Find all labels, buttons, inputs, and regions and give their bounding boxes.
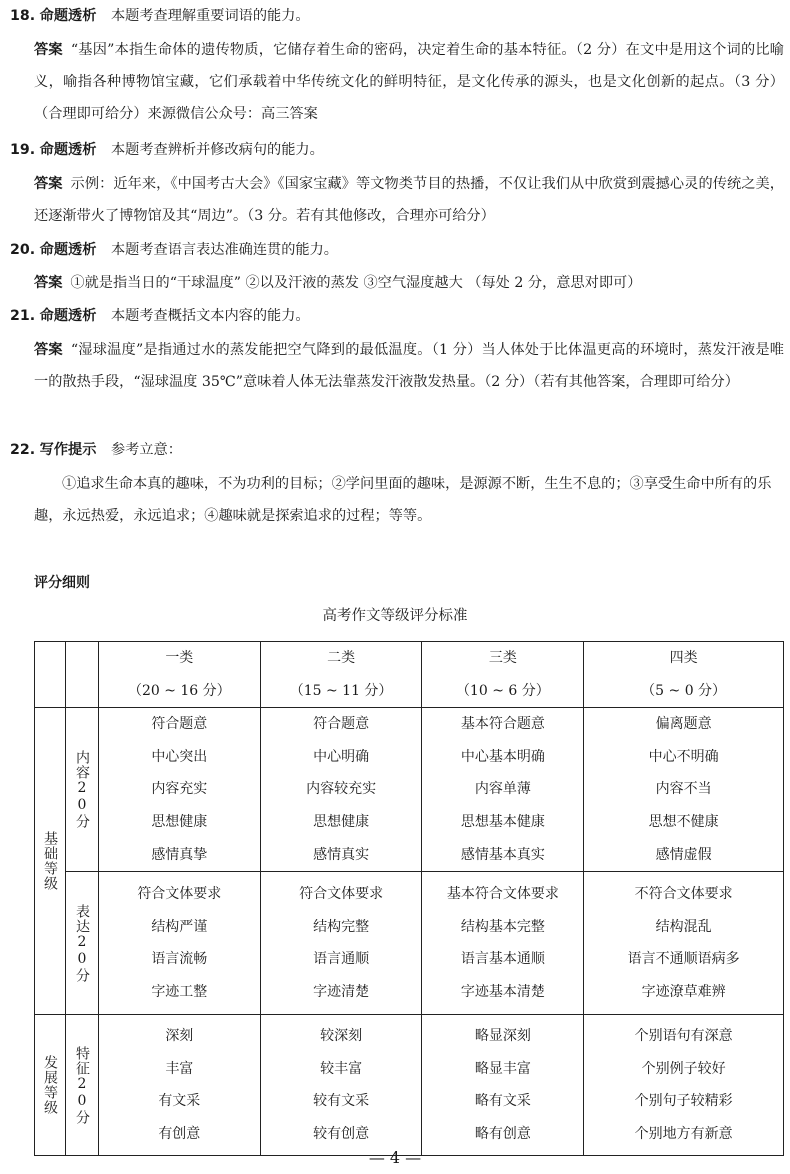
table-cell bbox=[422, 708, 584, 872]
question-label: 命题透析 bbox=[39, 142, 97, 158]
table-cell bbox=[98, 1015, 260, 1156]
criterion: 略有创意 bbox=[474, 1125, 531, 1142]
writing-prompt-body: ①追求生命本真的趣味，不为功利的目标；②学问里面的趣味，是源源不断，生生不息的；③享受生命中所有的乐趣，永远热爱，永远追求；④趣味就是探索追求的过程；等等。 bbox=[34, 476, 772, 524]
criterion: 较有创意 bbox=[313, 1125, 370, 1142]
question-22-header bbox=[10, 434, 780, 466]
header-corner bbox=[65, 642, 98, 708]
criterion: 符合文体要求 bbox=[137, 886, 222, 902]
criterion: 语言通顺 bbox=[313, 951, 370, 968]
criterion: 感情真挚 bbox=[151, 846, 208, 863]
question-lead: 参考立意： bbox=[110, 442, 182, 458]
criterion: 中心基本明确 bbox=[460, 748, 545, 765]
criterion: 思想基本健康 bbox=[460, 813, 545, 830]
question-21-answer bbox=[34, 334, 784, 398]
criterion: 有创意 bbox=[158, 1125, 201, 1142]
criterion: 字迹清楚 bbox=[313, 983, 370, 1000]
group-dev-cell bbox=[35, 1015, 66, 1156]
table-cell bbox=[260, 708, 422, 872]
group-basic-label: 基础等级 bbox=[41, 831, 58, 892]
criterion: 语言流畅 bbox=[151, 951, 208, 968]
header-grade-2 bbox=[260, 642, 422, 708]
answer-text: 示例：近年来，《中国考古大会》《国家宝藏》等文物类节目的热播，不仅让我们从中欣赏到震撼心灵的传统之美，还逐渐带火了博物馆及其“周边”。（3 分。若有其他修改，合理亦可给分） bbox=[34, 176, 784, 224]
question-18-header bbox=[10, 0, 780, 32]
question-label: 命题透析 bbox=[39, 242, 97, 258]
table-header-row bbox=[35, 642, 784, 708]
grade-name: 二类 bbox=[327, 650, 356, 666]
scoring-table bbox=[34, 641, 784, 1156]
criterion: 感情真实 bbox=[313, 846, 370, 863]
grade-range: （10 ~ 6 分） bbox=[455, 682, 550, 699]
criterion: 结构严谨 bbox=[151, 918, 208, 935]
answer-label: 答案 bbox=[34, 42, 63, 58]
grade-range: （5 ~ 0 分） bbox=[641, 682, 727, 699]
row-label: 特征20分 bbox=[73, 1045, 90, 1125]
criterion: 感情虚假 bbox=[655, 846, 712, 863]
header-grade-1 bbox=[98, 642, 260, 708]
table-cell bbox=[98, 872, 260, 1015]
answer-text: “湿球温度”是指通过水的蒸发能把空气降到的最低温度。（1 分）当人体处于比体温更高的环境时，蒸发汗液是唯一的散热手段，“湿球温度 35℃”意味着人体无法靠蒸发汗液散发热量。（2 分）（若有其他答案，合理即可给分） bbox=[34, 342, 784, 390]
criterion: 深刻 bbox=[165, 1028, 194, 1044]
criterion: 略显深刻 bbox=[474, 1028, 531, 1044]
criterion: 内容较充实 bbox=[306, 781, 377, 798]
question-20-header bbox=[10, 234, 780, 266]
criterion: 较丰富 bbox=[320, 1060, 363, 1077]
criterion: 较有文采 bbox=[313, 1093, 370, 1110]
grade-range: （15 ~ 11 分） bbox=[289, 682, 393, 699]
question-19-header bbox=[10, 134, 780, 166]
criterion: 偏离题意 bbox=[655, 716, 712, 733]
criterion: 中心突出 bbox=[151, 748, 208, 765]
answer-label: 答案 bbox=[34, 342, 63, 358]
criterion: 字迹潦草难辨 bbox=[641, 983, 726, 1000]
row-label: 内容20分 bbox=[73, 750, 90, 830]
grade-range: （20 ~ 16 分） bbox=[127, 682, 231, 699]
table-cell bbox=[422, 1015, 584, 1156]
group-basic-cell bbox=[35, 708, 66, 1015]
criterion: 语言基本通顺 bbox=[460, 951, 545, 968]
criterion: 个别地方有新意 bbox=[634, 1125, 733, 1142]
criterion: 丰富 bbox=[165, 1060, 194, 1077]
criterion: 略显丰富 bbox=[474, 1060, 531, 1077]
question-number: 20. bbox=[10, 242, 36, 258]
criterion: 思想不健康 bbox=[648, 813, 719, 830]
criterion: 符合题意 bbox=[151, 716, 208, 733]
header-corner bbox=[35, 642, 66, 708]
question-21-header bbox=[10, 300, 780, 332]
table-cell bbox=[422, 872, 584, 1015]
criterion: 略有文采 bbox=[474, 1093, 531, 1110]
question-lead: 本题考查概括文本内容的能力。 bbox=[110, 308, 310, 324]
criterion: 个别例子较好 bbox=[641, 1060, 726, 1077]
table-title: 高考作文等级评分标准 bbox=[322, 608, 468, 624]
row-label-cell bbox=[65, 708, 98, 872]
table-cell bbox=[98, 708, 260, 872]
question-19-answer bbox=[34, 168, 784, 232]
criterion: 思想健康 bbox=[313, 813, 370, 830]
row-label-cell bbox=[65, 872, 98, 1015]
row-label: 表达20分 bbox=[73, 903, 90, 983]
table-cell bbox=[584, 872, 784, 1015]
row-label-cell bbox=[65, 1015, 98, 1156]
table-cell bbox=[584, 708, 784, 872]
question-label: 命题透析 bbox=[39, 308, 97, 324]
criterion: 基本符合题意 bbox=[460, 716, 545, 733]
question-20-answer bbox=[34, 267, 784, 299]
table-cell bbox=[260, 1015, 422, 1156]
question-number: 18. bbox=[10, 8, 36, 24]
question-lead: 本题考查语言表达准确连贯的能力。 bbox=[110, 242, 338, 258]
section-title: 评分细则 bbox=[34, 575, 90, 591]
question-label: 命题透析 bbox=[39, 8, 97, 24]
answer-label: 答案 bbox=[34, 275, 63, 291]
criterion: 结构完整 bbox=[313, 918, 370, 935]
grade-name: 四类 bbox=[669, 650, 698, 666]
table-cell bbox=[260, 872, 422, 1015]
table-cell bbox=[584, 1015, 784, 1156]
question-lead: 本题考查辨析并修改病句的能力。 bbox=[110, 142, 324, 158]
criterion: 结构混乱 bbox=[655, 918, 712, 935]
criterion: 不符合文体要求 bbox=[634, 886, 733, 902]
criterion: 较深刻 bbox=[320, 1028, 363, 1044]
criterion: 思想健康 bbox=[151, 813, 208, 830]
criterion: 内容不当 bbox=[655, 781, 712, 798]
criterion: 个别语句有深意 bbox=[634, 1028, 733, 1044]
criterion: 感情基本真实 bbox=[460, 846, 545, 863]
answer-label: 答案 bbox=[34, 176, 63, 192]
question-label: 写作提示 bbox=[39, 442, 97, 458]
answer-text: ①就是指当日的“干球温度” ②以及汗液的蒸发 ③空气湿度越大 （每处 2 分，意思对即可） bbox=[70, 275, 642, 291]
group-dev-label: 发展等级 bbox=[41, 1055, 58, 1116]
criterion: 字迹基本清楚 bbox=[460, 983, 545, 1000]
question-number: 19. bbox=[10, 142, 36, 158]
criterion: 符合文体要求 bbox=[299, 886, 384, 902]
page-number: — 4 — bbox=[368, 1148, 422, 1167]
question-number: 22. bbox=[10, 442, 36, 458]
criterion: 内容单薄 bbox=[474, 781, 531, 798]
criterion: 结构基本完整 bbox=[460, 918, 545, 935]
grade-name: 三类 bbox=[488, 650, 517, 666]
answer-text: “基因”本指生命体的遗传物质，它储存着生命的密码，决定着生命的基本特征。（2 分）在文中是用这个词的比喻义，喻指各种博物馆宝藏，它们承载着中华传统文化的鲜明特征，是文化传承的源头，也是文化创新的起点。（3 分）（合理即可给分）来源微信公众号：高三答案 bbox=[34, 42, 784, 122]
table-row-features bbox=[35, 1015, 784, 1156]
question-number: 21. bbox=[10, 308, 36, 324]
criterion: 字迹工整 bbox=[151, 983, 208, 1000]
criterion: 有文采 bbox=[158, 1093, 201, 1110]
criterion: 符合题意 bbox=[313, 716, 370, 733]
criterion: 个别句子较精彩 bbox=[634, 1093, 733, 1110]
criterion: 语言不通顺语病多 bbox=[627, 951, 740, 968]
criterion: 内容充实 bbox=[151, 781, 208, 798]
criterion: 基本符合文体要求 bbox=[446, 886, 559, 902]
question-lead: 本题考查理解重要词语的能力。 bbox=[110, 8, 310, 24]
table-row-expression bbox=[35, 872, 784, 1015]
criterion: 中心不明确 bbox=[648, 748, 719, 765]
question-18-answer bbox=[34, 34, 784, 130]
header-grade-4 bbox=[584, 642, 784, 708]
header-grade-3 bbox=[422, 642, 584, 708]
table-row-content bbox=[35, 708, 784, 872]
grade-name: 一类 bbox=[165, 650, 194, 666]
criterion: 中心明确 bbox=[313, 748, 370, 765]
